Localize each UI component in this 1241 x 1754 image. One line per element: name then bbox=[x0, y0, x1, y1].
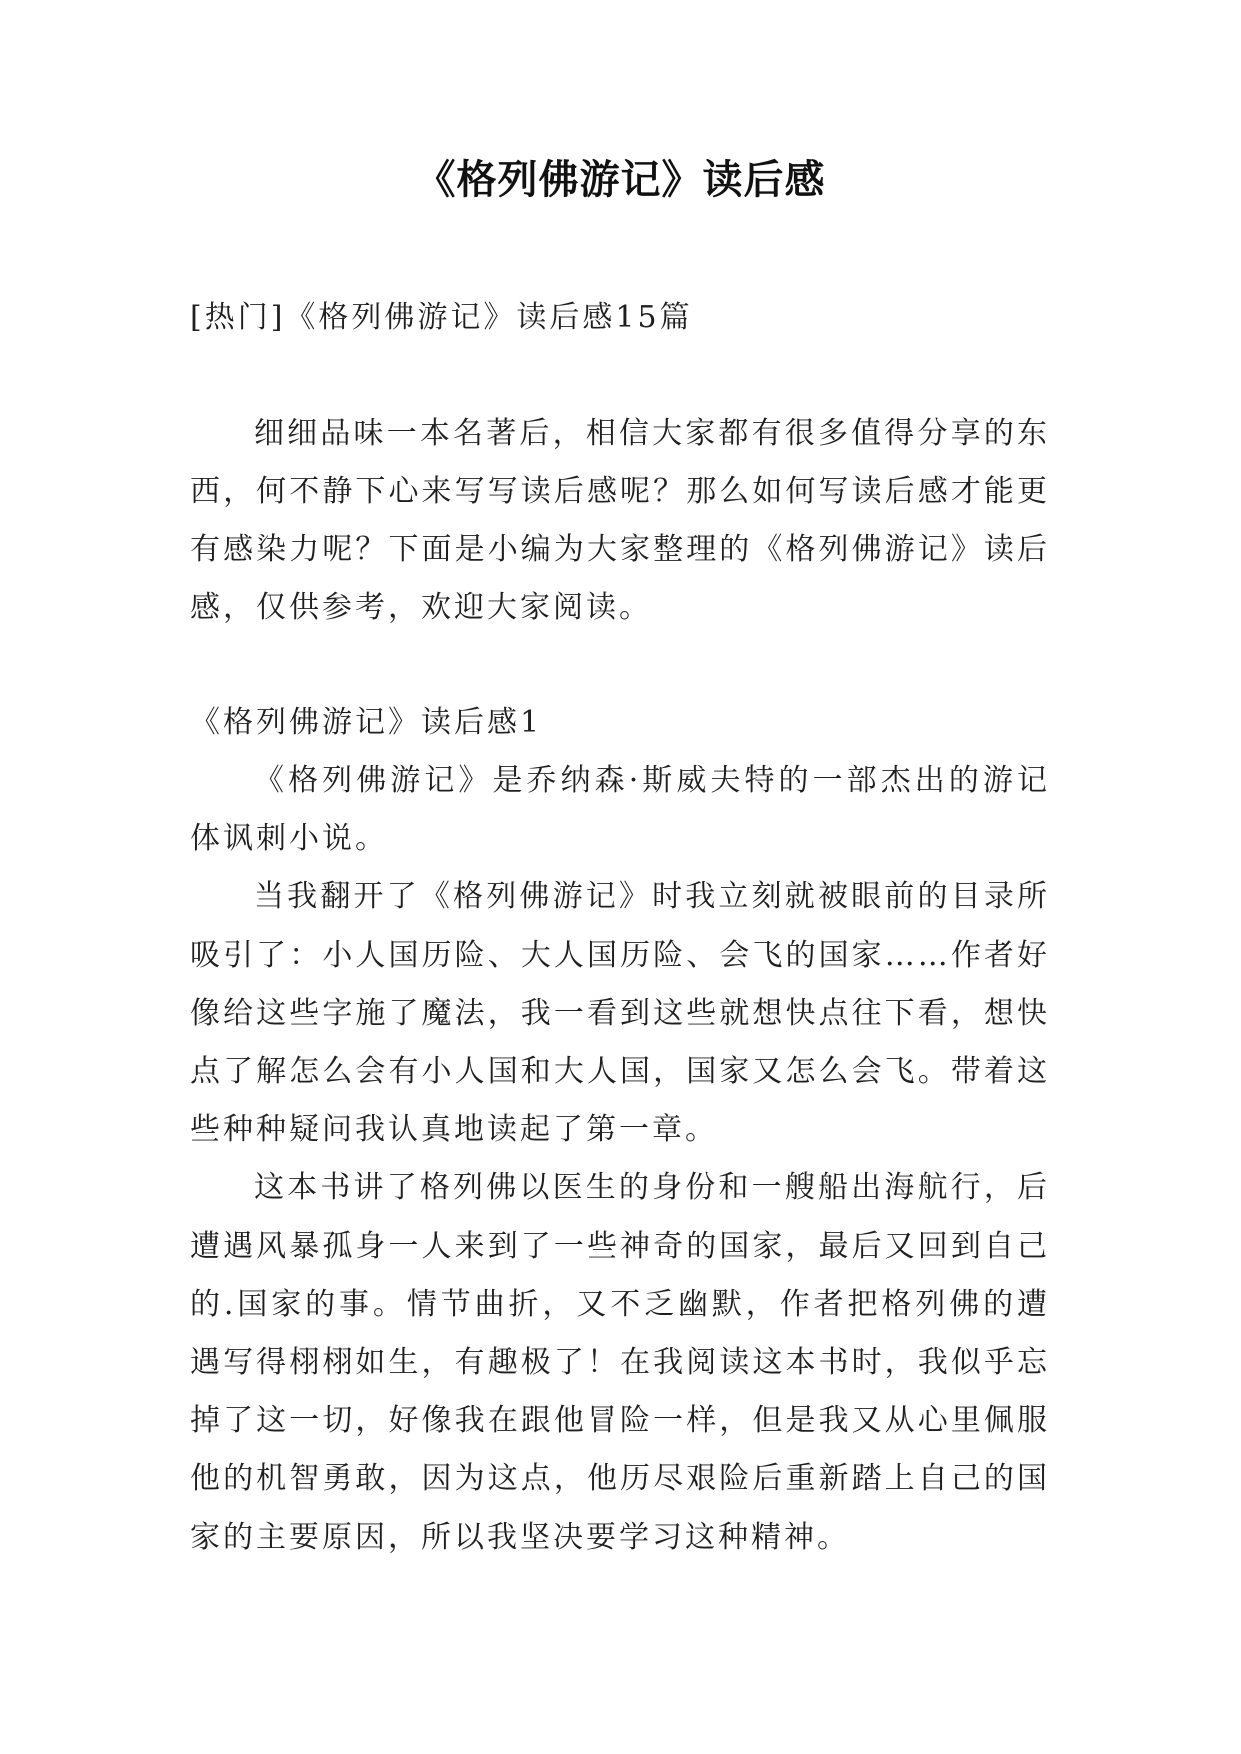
section-heading: 《格列佛游记》读后感1 bbox=[190, 705, 543, 740]
section-body bbox=[190, 752, 1050, 1567]
document-subtitle: [热门]《格列佛游记》读后感15篇 bbox=[190, 300, 693, 335]
section-paragraph: 当我翻开了《格列佛游记》时我立刻就被眼前的目录所吸引了：小人国历险、大人国历险、会飞的国家……作者好像给这些字施了魔法，我一看到这些就想快点往下看，想快点了解怎么会有小人国和大人国，国家又怎么会飞。带着这些种种疑问我认真地读起了第一章。 bbox=[190, 879, 1050, 1148]
document-title: 《格列佛游记》读后感 bbox=[415, 157, 826, 203]
intro-paragraph: 细细品味一本名著后，相信大家都有很多值得分享的东西，何不静下心来写写读后感呢？那么如何写读后感才能更有感染力呢？下面是小编为大家整理的《格列佛游记》读后感，仅供参考，欢迎大家阅读。 bbox=[190, 416, 1050, 625]
section-paragraph: 《格列佛游记》是乔纳森·斯威夫特的一部杰出的游记体讽刺小说。 bbox=[190, 763, 1050, 857]
section-paragraph: 这本书讲了格列佛以医生的身份和一艘船出海航行，后遭遇风暴孤身一人来到了一些神奇的国家，最后又回到自己的.国家的事。情节曲折，又不乏幽默，作者把格列佛的遭遇写得栩栩如生，有趣极了！在我阅读这本书时，我似乎忘掉了这一切，好像我在跟他冒险一样，但是我又从心里佩服他的机智勇敢，因为这点，他历尽艰险后重新踏上自己的国家的主要原因，所以我坚决要学习这种精神。 bbox=[190, 1170, 1050, 1555]
